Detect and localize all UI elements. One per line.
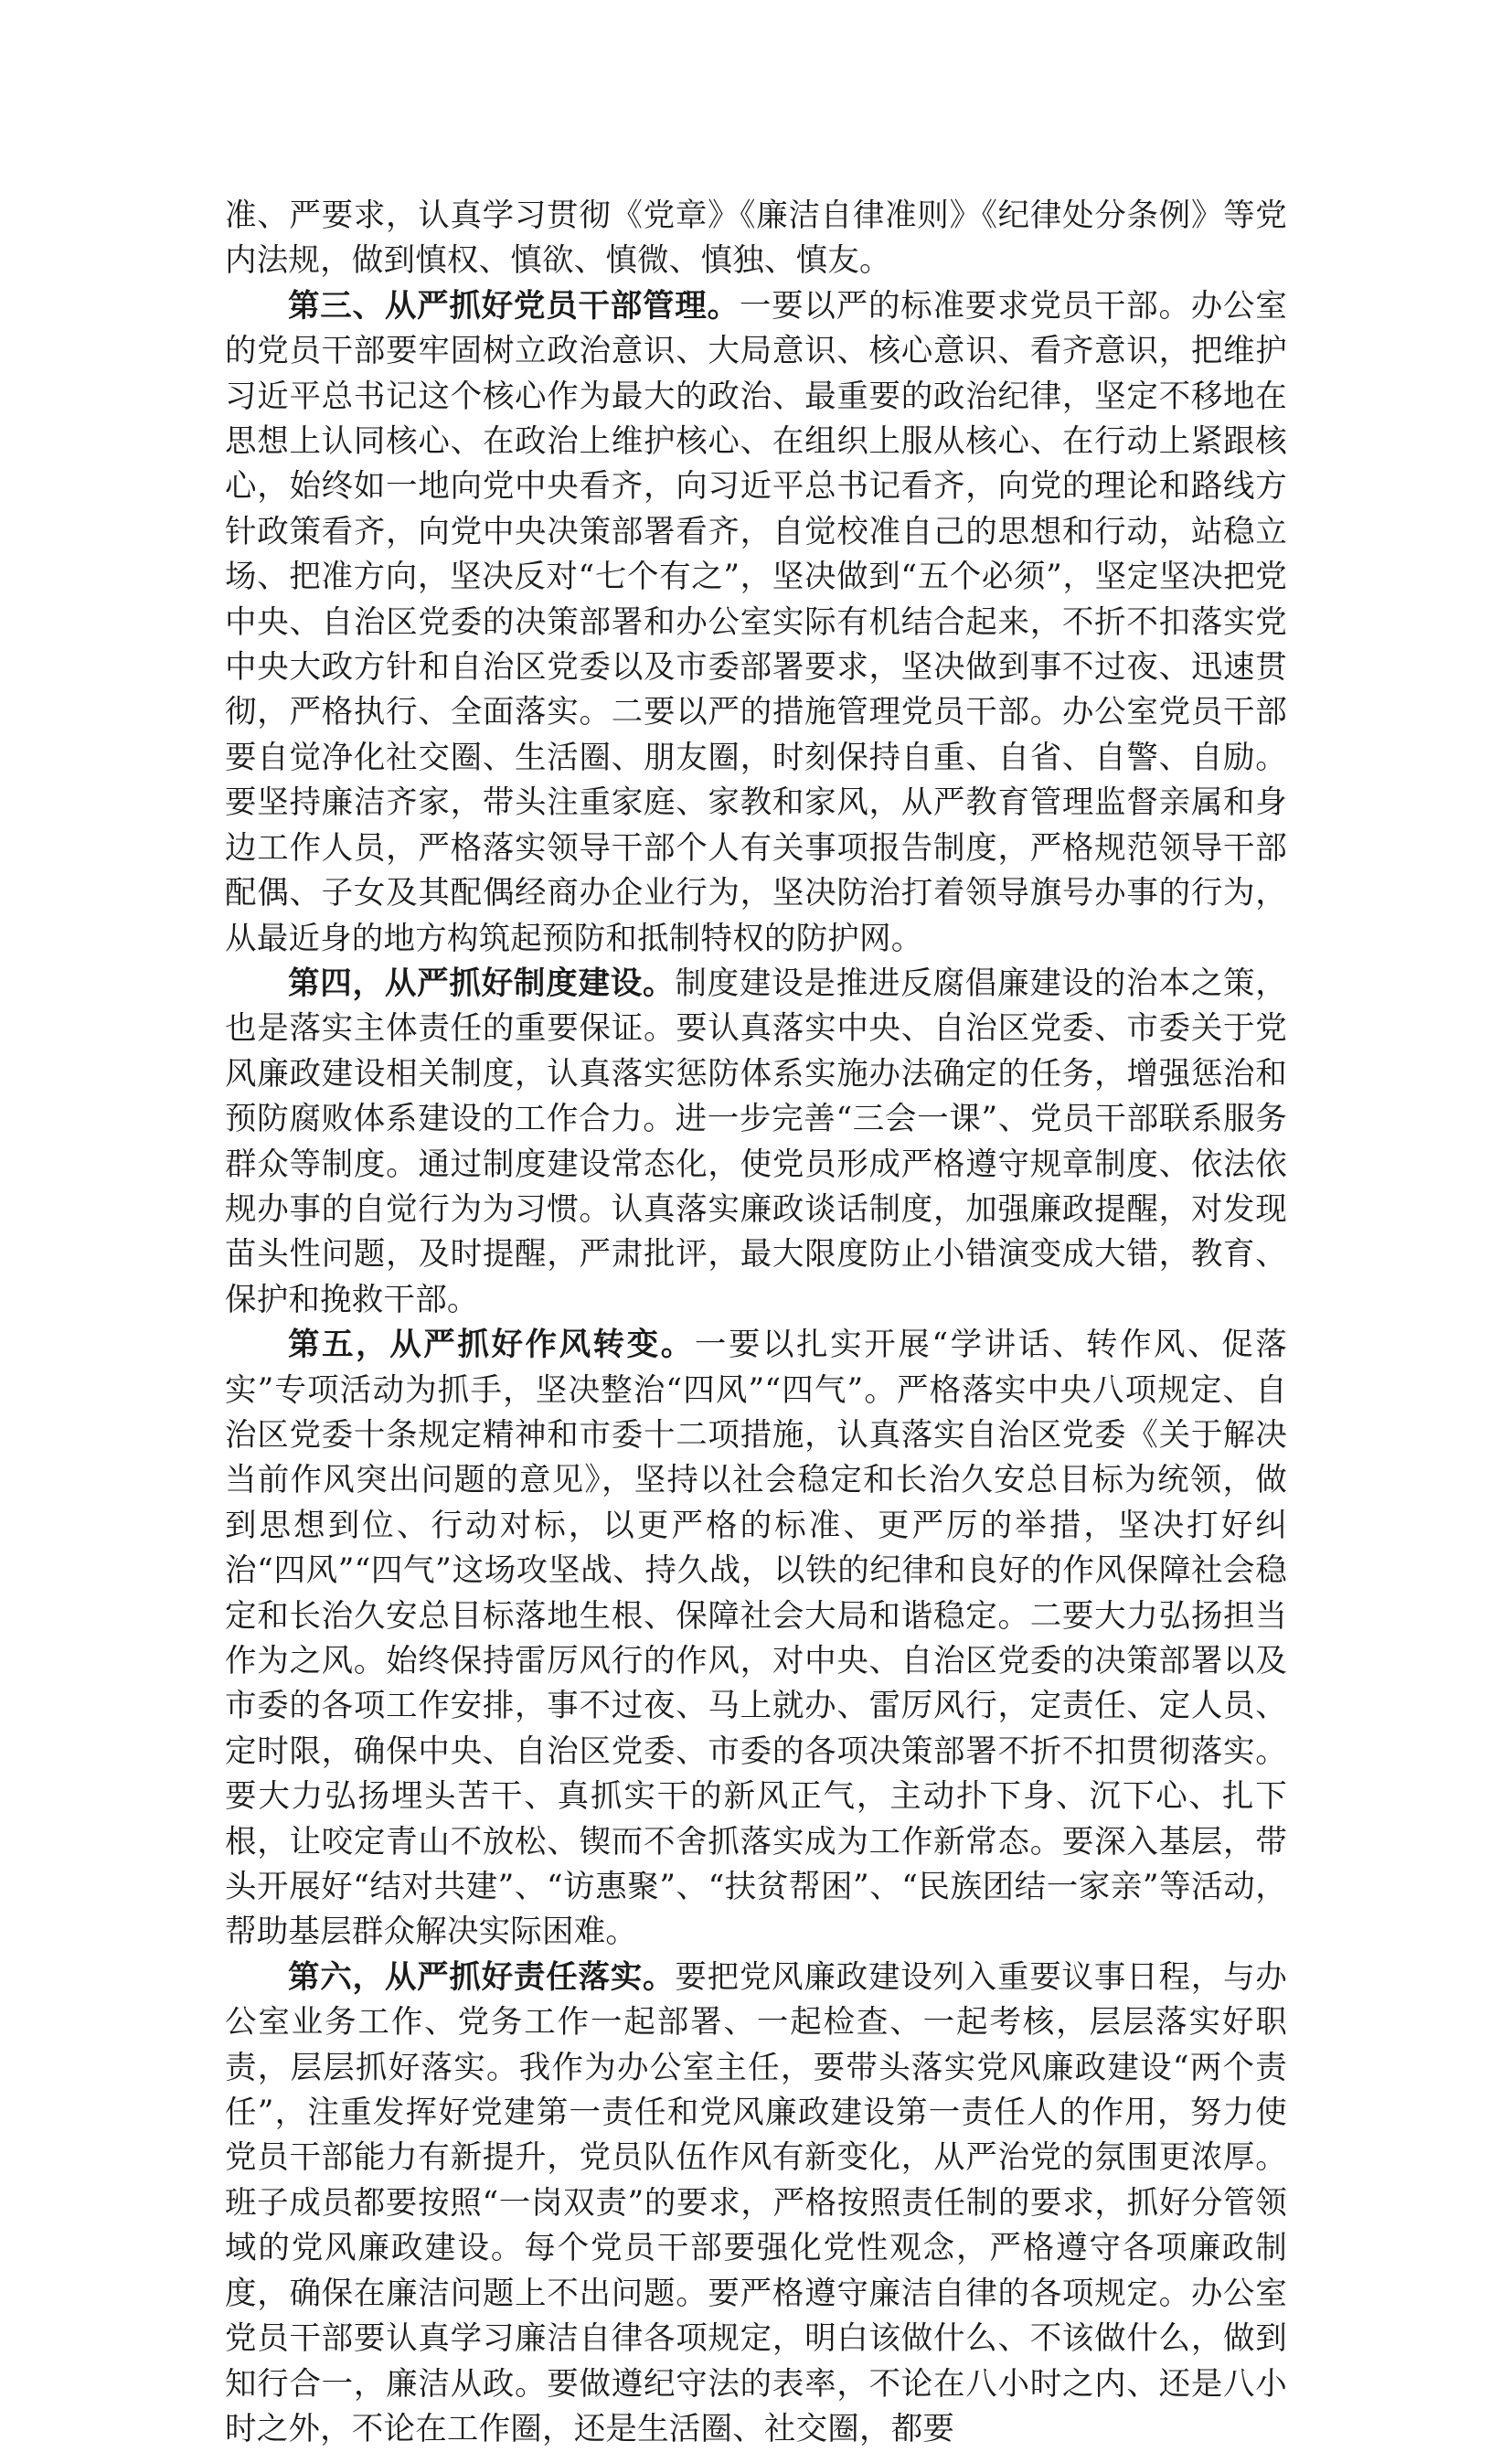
paragraph-text: 要把党风廉政建设列入重要议事日程，与办公室业务工作、党务工作一起部署、一起检查、一起考核，层层落实好职责，层层抓好落实。我作为办公室主任，要带头落实党风廉政建设“两个责任”，注重发挥好党建第一责任和党风廉政建设第一责任人的作用，努力使党员干部能力有新提升，党员队伍作风有新变化，从严治党的氛围更浓厚。班子成员都要按照“一岗双责”的要求，严格按照责任制的要求，抓好分管领域的党风廉政建设。每个党员干部要强化党性观念，严格遵守各项廉政制度，确保在廉洁问题上不出问题。要严格遵守廉洁自律的各项规定。办公室党员干部要认真学习廉洁自律各项规定，明白该做什么、不该做什么，做到知行合一，廉洁从政。要做遵纪守法的表率，不论在八小时之内、还是八小时之外，不论在工作圈，还是生活圈、社交圈，都要: [225, 1958, 1287, 2447]
paragraph-text: 准、严要求，认真学习贯彻《党章》《廉洁自律准则》《纪律处分条例》等党内法规，做到慎权、慎欲、慎微、慎独、慎友。: [225, 197, 1287, 280]
paragraph-section-4: [225, 962, 1287, 1323]
paragraph-text: 制度建设是推进反腐倡廉建设的治本之策，也是落实主体责任的重要保证。要认真落实中央、自治区党委、市委关于党风廉政建设相关制度，认真落实惩防体系实施办法确定的任务，增强惩治和预防腐败体系建设的工作合力。进一步完善“三会一课”、党员干部联系服务群众等制度。通过制度建设常态化，使党员形成严格遵守规章制度、依法依规办事的自觉行为为习惯。认真落实廉政谈话制度，加强廉政提醒，对发现苗头性问题，及时提醒，严肃批评，最大限度防止小错演变成大错，教育、保护和挽救干部。: [225, 965, 1287, 1318]
paragraph-lead: 第三、从严抓好党员干部管理。: [288, 287, 740, 325]
paragraph-text: 一要以扎实开展“学讲话、转作风、促落实”专项活动为抓手，坚决整治“四风”“四气”。严格落实中央八项规定、自治区党委十条规定精神和市委十二项措施，认真落实自治区党委《关于解决当前作风突出问题的意见》，坚持以社会稳定和长治久安总目标为统领，做到思想到位、行动对标，以更严格的标准、更严厉的举措，坚决打好纠治“四风”“四气”这场攻坚战、持久战，以铁的纪律和良好的作风保障社会稳定和长治久安总目标落地生根、保障社会大局和谐稳定。二要大力弘扬担当作为之风。始终保持雷厉风行的作风，对中央、自治区党委的决策部署以及市委的各项工作安排，事不过夜、马上就办、雷厉风行，定责任、定人员、定时限，确保中央、自治区党委、市委的各项决策部署不折不扣贯彻落实。要大力弘扬埋头苦干、真抓实干的新风正气，主动扑下身、沉下心、扎下根，让咬定青山不放松、锲而不舍抓落实成为工作新常态。要深入基层，带头开展好“结对共建”、“访惠聚”、“扶贫帮困”、“民族团结一家亲”等活动，帮助基层群众解决实际困难。: [225, 1327, 1287, 1951]
document-page: [225, 194, 1287, 2452]
paragraph-lead: 第五，从严抓好作风转变。: [288, 1327, 695, 1364]
paragraph-section-5: [225, 1323, 1287, 1956]
paragraph-lead: 第六，从严抓好责任落实。: [288, 1958, 676, 1996]
paragraph-section-3: [225, 284, 1287, 962]
paragraph-lead: 第四，从严抓好制度建设。: [288, 965, 676, 1002]
paragraph-section-6: [225, 1956, 1287, 2452]
paragraph-continuation: [225, 194, 1287, 284]
paragraph-text: 一要以严的标准要求党员干部。办公室的党员干部要牢固树立政治意识、大局意识、核心意识、看齐意识，把维护习近平总书记这个核心作为最大的政治、最重要的政治纪律，坚定不移地在思想上认同核心、在政治上维护核心、在组织上服从核心、在行动上紧跟核心，始终如一地向党中央看齐，向习近平总书记看齐，向党的理论和路线方针政策看齐，向党中央决策部署看齐，自觉校准自己的思想和行动，站稳立场、把准方向，坚决反对“七个有之”，坚决做到“五个必须”，坚定坚决把党中央、自治区党委的决策部署和办公室实际有机结合起来，不折不扣落实党中央大政方针和自治区党委以及市委部署要求，坚决做到事不过夜、迅速贯彻，严格执行、全面落实。二要以严的措施管理党员干部。办公室党员干部要自觉净化社交圈、生活圈、朋友圈，时刻保持自重、自省、自警、自励。要坚持廉洁齐家，带头注重家庭、家教和家风，从严教育管理监督亲属和身边工作人员，严格落实领导干部个人有关事项报告制度，严格规范领导干部配偶、子女及其配偶经商办企业行为，坚决防治打着领导旗号办事的行为，从最近身的地方构筑起预防和抵制特权的防护网。: [225, 287, 1287, 957]
